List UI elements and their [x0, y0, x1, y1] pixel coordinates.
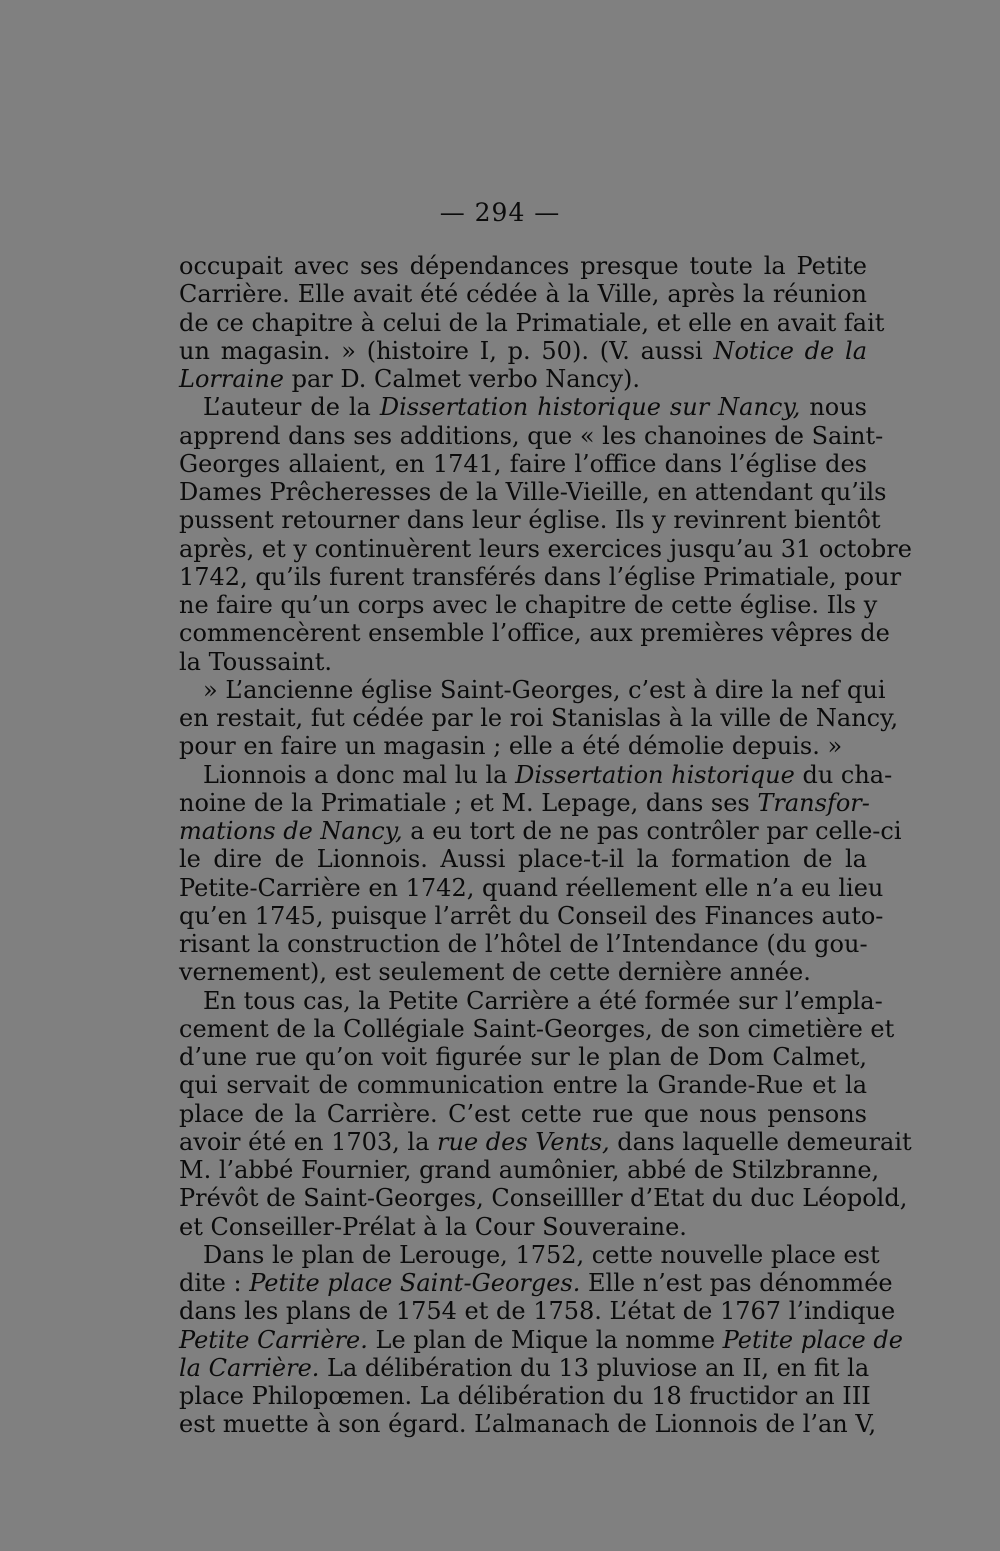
- text-line: Prévôt de Saint-Georges, Conseilller d’Etat du duc Léopold,: [179, 1184, 908, 1213]
- text-line: Lorraine par D. Calmet verbo Nancy).: [179, 365, 641, 393]
- text-line: Petite-Carrière en 1742, quand réellement elle n’a eu lieu: [179, 873, 884, 902]
- text-line: Dans le plan de Lerouge, 1752, cette nouvelle place est: [203, 1240, 880, 1269]
- text-line: dite : Petite place Saint-Georges. Elle n’est pas dénommée: [179, 1269, 893, 1297]
- text-line: avoir été en 1703, la rue des Vents, dans laquelle demeurait: [179, 1127, 912, 1156]
- text-line: est muette à son égard. L’almanach de Lionnois de l’an V,: [179, 1410, 877, 1439]
- text-line: vernement), est seulement de cette dernière année.: [179, 958, 811, 987]
- text-line: et Conseiller-Prélat à la Cour Souveraine.: [179, 1212, 687, 1241]
- text-line: Lionnois a donc mal lu la Dissertation historique du cha-: [203, 760, 893, 789]
- text-line: place de la Carrière. C’est cette rue que nous pensons: [179, 1099, 867, 1128]
- text-line: risant la construction de l’hôtel de l’Intendance (du gou-: [179, 930, 868, 958]
- page-number: — 294 —: [439, 198, 561, 227]
- body-text: [179, 252, 912, 1439]
- text-line: d’une rue qu’on voit figurée sur le plan de Dom Calmet,: [179, 1043, 867, 1071]
- text-line: pour en faire un magasin ; elle a été démolie depuis. »: [179, 732, 843, 761]
- text-line: qui servait de communication entre la Grande-Rue et la: [179, 1071, 867, 1100]
- text-line: pussent retourner dans leur église. Ils y revinrent bientôt: [179, 506, 881, 535]
- text-line: Dames Prêcheresses de la Ville-Vieille, en attendant qu’ils: [179, 478, 887, 506]
- text-line: apprend dans ses additions, que « les chanoines de Saint-: [179, 421, 884, 450]
- text-line: M. l’abbé Fournier, grand aumônier, abbé de Stilzbranne,: [179, 1156, 880, 1184]
- text-line: la Toussaint.: [179, 647, 333, 676]
- text-line: noine de la Primatiale ; et M. Lepage, dans ses Transfor-: [179, 788, 870, 817]
- text-line: dans les plans de 1754 et de 1758. L’état de 1767 l’indique: [179, 1297, 896, 1326]
- text-line: qu’en 1745, puisque l’arrêt du Conseil des Finances auto-: [179, 901, 884, 930]
- text-line: de ce chapitre à celui de la Primatiale, et elle en avait fait: [179, 308, 885, 337]
- text-line: cement de la Collégiale Saint-Georges, de son cimetière et: [179, 1014, 895, 1043]
- text-line: occupait avec ses dépendances presque toute la Petite: [179, 252, 867, 280]
- text-line: L’auteur de la Dissertation historique sur Nancy, nous: [203, 393, 867, 422]
- text-line: en restait, fut cédée par le roi Stanislas à la ville de Nancy,: [179, 704, 899, 732]
- text-line: Georges allaient, en 1741, faire l’office dans l’église des: [179, 449, 867, 478]
- text-line: place Philopœmen. La délibération du 18 fructidor an III: [179, 1382, 871, 1410]
- text-line: Carrière. Elle avait été cédée à la Ville, après la réunion: [179, 280, 867, 309]
- text-line: ne faire qu’un corps avec le chapitre de cette église. Ils y: [179, 591, 878, 619]
- text-line: » L’ancienne église Saint-Georges, c’est à dire la nef qui: [203, 675, 886, 704]
- text-line: En tous cas, la Petite Carrière a été formée sur l’empla-: [203, 986, 883, 1015]
- text-line: mations de Nancy, a eu tort de ne pas contrôler par celle-ci: [179, 817, 902, 845]
- text-line: la Carrière. La délibération du 13 pluviose an II, en fit la: [179, 1353, 870, 1382]
- text-line: 1742, qu’ils furent transférés dans l’église Primatiale, pour: [179, 562, 902, 591]
- text-line: commencèrent ensemble l’office, aux premières vêpres de: [179, 619, 890, 648]
- text-line: Petite Carrière. Le plan de Mique la nomme Petite place de: [179, 1325, 903, 1354]
- text-line: après, et y continuèrent leurs exercices jusqu’au 31 octobre: [179, 534, 912, 563]
- text-line: un magasin. » (histoire I, p. 50). (V. aussi Notice de la: [179, 336, 867, 365]
- text-line: le dire de Lionnois. Aussi place-t-il la formation de la: [179, 845, 867, 874]
